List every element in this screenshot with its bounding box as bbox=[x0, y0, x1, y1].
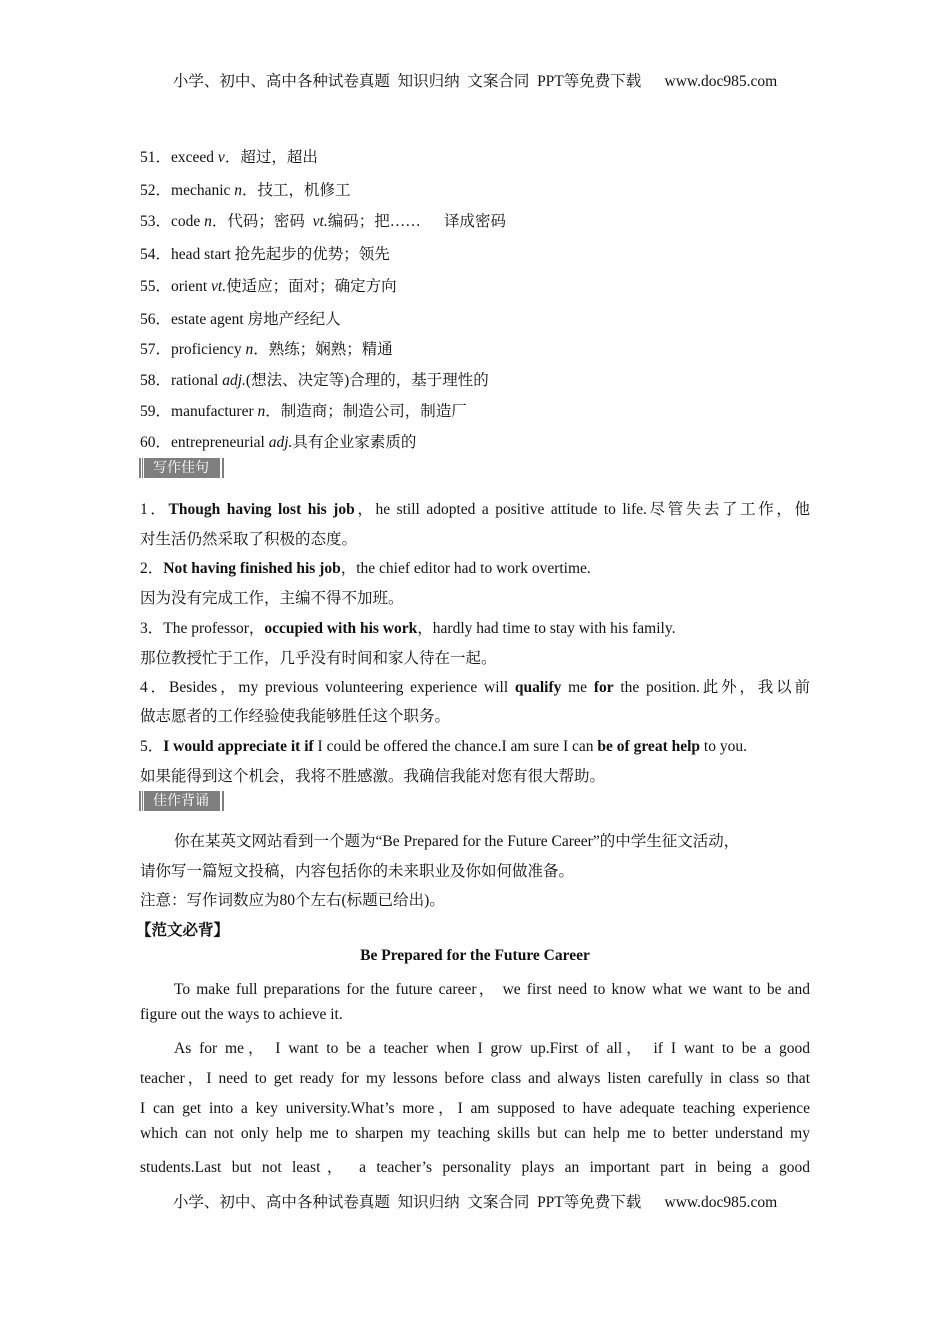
vocab-item: 51．exceed v．超过，超出 bbox=[140, 149, 318, 166]
model-label: 【范文必背】 bbox=[136, 922, 230, 939]
essay-line: students.Last but not least， a teacher’s personality plays an important part in being a good bbox=[140, 1159, 810, 1176]
vocab-item: 56．estate agent 房地产经纪人 bbox=[140, 311, 341, 328]
essay-line: To make full preparations for the future career， we first need to know what we want to be and bbox=[174, 981, 810, 998]
essay-line: I can get into a key university.What’s more，I am supposed to have adequate teaching experience bbox=[140, 1100, 810, 1117]
page-footer: 小学、初中、高中各种试卷真题 知识归纳 文案合同 PPT等免费下载 www.doc985.com bbox=[172, 1194, 778, 1211]
sentence-1-cont: 对生活仍然采取了积极的态度。 bbox=[140, 531, 358, 548]
vocab-item: 53．code n．代码；密码 vt.编码；把…… 译成密码 bbox=[140, 213, 506, 230]
vocab-item: 57．proficiency n．熟练；娴熟；精通 bbox=[140, 341, 393, 358]
vocab-item: 58．rational adj.(想法、决定等)合理的，基于理性的 bbox=[140, 372, 489, 389]
sentence-5: 5．I would appreciate it if I could be offered the chance.I am sure I can be of great help to you. bbox=[140, 738, 747, 755]
sentence-2-cn: 因为没有完成工作，主编不得不加班。 bbox=[140, 590, 404, 607]
section-tag-writing: 写作佳句 bbox=[141, 458, 218, 478]
section-tag-recite: 佳作背诵 bbox=[141, 791, 218, 811]
vocab-item: 60．entrepreneurial adj.具有企业家素质的 bbox=[140, 434, 417, 451]
sentence-2: 2．Not having finished his job，the chief editor had to work overtime. bbox=[140, 560, 591, 577]
essay-line: figure out the ways to achieve it. bbox=[140, 1006, 343, 1023]
vocab-item: 52．mechanic n．技工，机修工 bbox=[140, 182, 351, 199]
essay-line: which can not only help me to sharpen my teaching skills but can help me to better understand my bbox=[140, 1125, 810, 1142]
sentence-4: 4．Besides，my previous volunteering experience will qualify me for the position.此外，我以前 bbox=[140, 679, 811, 696]
sentence-3-cn: 那位教授忙于工作，几乎没有时间和家人待在一起。 bbox=[140, 650, 497, 667]
essay-line: teacher，I need to get ready for my lessons before class and always listen carefully in class so that bbox=[140, 1070, 810, 1087]
sentence-5-cn: 如果能得到这个机会，我将不胜感激。我确信我能对您有很大帮助。 bbox=[140, 768, 606, 785]
task-line-1: 你在某英文网站看到一个题为“Be Prepared for the Future Career”的中学生征文活动， bbox=[174, 833, 740, 850]
sentence-3: 3．The professor，occupied with his work，hardly had time to stay with his family. bbox=[140, 620, 676, 637]
sentence-1: 1．Though having lost his job，he still adopted a positive attitude to life.尽管失去了工作，他 bbox=[140, 501, 810, 518]
vocab-item: 54．head start 抢先起步的优势；领先 bbox=[140, 246, 390, 263]
page-header: 小学、初中、高中各种试卷真题 知识归纳 文案合同 PPT等免费下载 www.doc985.com bbox=[172, 73, 778, 90]
sentence-4-cont: 做志愿者的工作经验使我能够胜任这个职务。 bbox=[140, 708, 451, 725]
task-line-2: 请你写一篇短文投稿，内容包括你的未来职业及你如何做准备。 bbox=[140, 863, 575, 880]
vocab-item: 59．manufacturer n．制造商；制造公司，制造厂 bbox=[140, 403, 467, 420]
task-note: 注意：写作词数应为80个左右(标题已给出)。 bbox=[140, 892, 445, 909]
essay-title: Be Prepared for the Future Career bbox=[360, 947, 590, 964]
essay-line: As for me， I want to be a teacher when I grow up.First of all， if I want to be a good bbox=[174, 1040, 810, 1057]
vocab-item: 55．orient vt.使适应；面对；确定方向 bbox=[140, 278, 397, 295]
